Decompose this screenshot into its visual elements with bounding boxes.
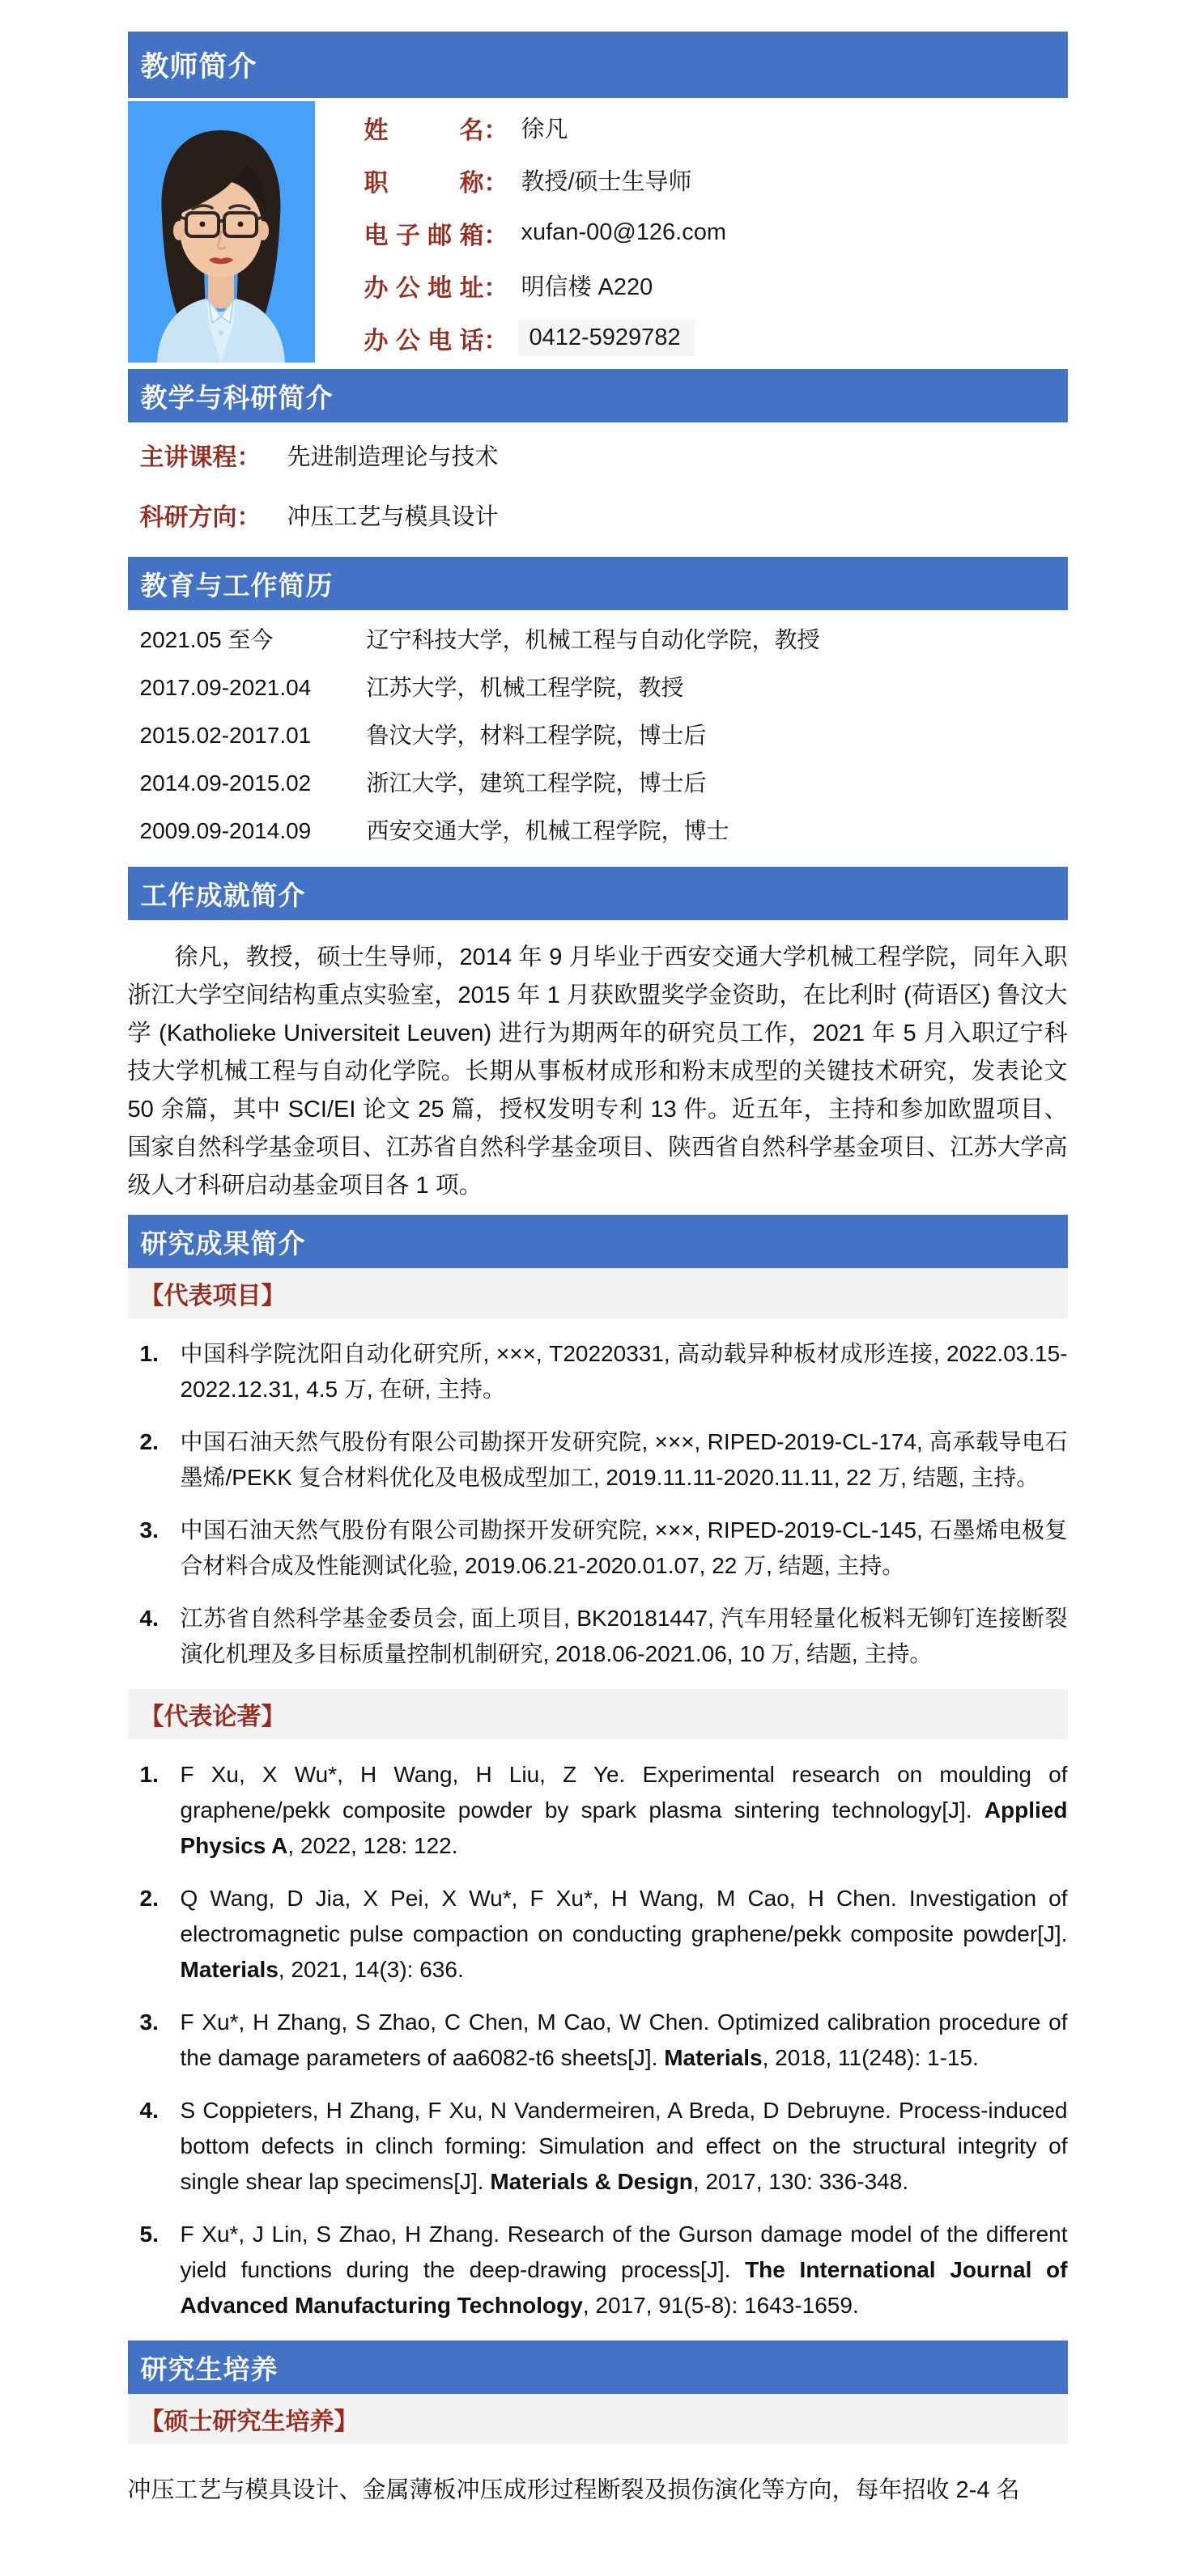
biography-paragraph: 徐凡，教授，硕士生导师，2014 年 9 月毕业于西安交通大学机械工程学院，同年入职浙江大学空间结构重点实验室，2015 年 1 月获欧盟奖学金资助，在比利时 (荷语区) 鲁汶大学 (Katholieke Universiteit Leuven) 进行为期两年的研究员工作，2021 年 5 月入职辽宁科技大学机械工程与自动化学院。长期从事板材成形和粉末成型的关键技术研究，发表论文 50 余篇，其中 SCI/EI 论文 25 篇，授权发明专利 13 件。近五年，主持和参加欧盟项目、国家自然科学基金项目、江苏省自然科学基金项目、陕西省自然科学基金项目、江苏大学高级人才科研启动基金项目各 1 项。 — [127, 944, 1068, 1199]
journal-name: Materials — [664, 2045, 763, 2070]
project-text: 中国石油天然气股份有限公司勘探开发研究院, ×××, RIPED-2019-CL-174, 高承载导电石墨烯/PEKK 复合材料优化及电极成型加工, 2019.11.11-2020.11.11, 22 万, 结题, 主持。 — [180, 1429, 1068, 1490]
subsection-title: 【硕士研究生培养】 — [139, 2408, 359, 2435]
courses-block — [140, 437, 1068, 533]
field-colon: ： — [483, 117, 508, 144]
course-colon: ： — [236, 504, 262, 531]
field-title — [364, 154, 1068, 206]
portrait-photo-illustration — [128, 101, 315, 363]
field-label: 办公地址 — [364, 274, 484, 302]
publication-issue: , 2018, 11(248): 1-15. — [762, 2045, 979, 2070]
publication-text — [181, 2005, 1068, 2076]
publications-list — [128, 1757, 1068, 2323]
section-header-teaching-research — [128, 369, 1068, 422]
field-colon: ： — [483, 169, 508, 197]
journal-name: The International Journal of Advanced Manufacturing Technology — [180, 2257, 1068, 2318]
subsection-title: 【代表论著】 — [139, 1704, 286, 1730]
course-value: 冲压工艺与模具设计 — [287, 503, 499, 530]
field-label: 电子邮箱 — [364, 222, 484, 249]
faculty-profile-page — [128, 0, 1068, 2576]
field-value: 教授/硕士生导师 — [521, 169, 692, 195]
item-number: 4. — [139, 1606, 159, 1631]
field-value: 0412-5929782 — [518, 320, 695, 356]
timeline-detail: 浙江大学，建筑工程学院，博士后 — [366, 770, 707, 796]
section-title: 教学与科研简介 — [140, 382, 334, 413]
field-office-address — [364, 259, 1068, 312]
field-value: xufan-00@126.com — [521, 219, 727, 245]
item-number: 4. — [139, 2098, 159, 2123]
item-number: 1. — [139, 1341, 159, 1366]
publication-authors-title: Q Wang, D Jia, X Pei, X Wu*, F Xu*, H Wang, M Cao, H Chen. Investigation of electromagnetic pulse compaction on conducting graphene/pekk composite powder[J]. — [180, 1886, 1068, 1946]
item-number: 2. — [139, 1886, 159, 1911]
project-item — [128, 1424, 1068, 1496]
timeline-period: 2021.05 至今 — [139, 627, 274, 652]
field-office-phone — [364, 312, 1068, 364]
section-title: 工作成就简介 — [140, 880, 306, 910]
course-row-research-direction — [140, 497, 1068, 533]
publication-item — [128, 2093, 1068, 2200]
timeline-period: 2009.09-2014.09 — [139, 818, 312, 843]
item-number: 3. — [139, 2009, 159, 2035]
subsection-header-masters-training — [128, 2394, 1068, 2444]
publication-item — [128, 2217, 1068, 2323]
publication-issue: , 2021, 14(3): 636. — [278, 1957, 464, 1982]
course-label: 科研方向 — [139, 504, 237, 531]
field-colon: ： — [483, 327, 508, 354]
publication-text — [181, 2093, 1068, 2200]
section-header-education-work — [128, 557, 1068, 610]
timeline-detail: 西安交通大学，机械工程学院，博士 — [366, 818, 729, 843]
project-item — [128, 1601, 1068, 1672]
field-email — [364, 206, 1068, 259]
project-item — [128, 1513, 1068, 1584]
field-value: 徐凡 — [521, 117, 568, 142]
project-text: 中国科学院沈阳自动化研究所, ×××, T20220331, 高动载异种板材成形连接, 2022.03.15-2022.12.31, 4.5 万, 在研, 主持。 — [180, 1341, 1068, 1402]
publication-item — [128, 2005, 1068, 2076]
timeline-detail: 辽宁科技大学，机械工程与自动化学院，教授 — [366, 627, 820, 652]
subsection-title: 【代表项目】 — [139, 1283, 286, 1309]
project-text: 江苏省自然科学基金委员会, 面上项目, BK20181447, 汽车用轻量化板料无铆钉连接断裂演化机理及多目标质量控制机制研究, 2018.06-2021.06, 10 万, 结题, 主持。 — [180, 1606, 1068, 1666]
publication-text — [181, 2217, 1068, 2323]
profile-fields — [364, 101, 1068, 364]
subsection-header-publications — [128, 1689, 1068, 1739]
publication-item — [128, 1881, 1068, 1988]
projects-list — [128, 1336, 1068, 1672]
field-name — [364, 101, 1068, 154]
item-number: 3. — [139, 1517, 159, 1543]
timeline-detail: 鲁汶大学，材料工程学院，博士后 — [366, 723, 707, 748]
section-title: 研究生培养 — [140, 2353, 279, 2384]
section-header-teacher-intro — [128, 32, 1068, 98]
field-label: 姓名 — [364, 117, 484, 144]
publication-issue: , 2017, 91(5-8): 1643-1659. — [582, 2293, 859, 2318]
profile-block — [128, 101, 1068, 364]
section-header-achievements — [128, 867, 1068, 920]
timeline-row — [140, 724, 1068, 748]
timeline-detail: 江苏大学，机械工程学院，教授 — [366, 675, 684, 700]
course-label: 主讲课程 — [139, 444, 237, 471]
timeline-period: 2014.09-2015.02 — [139, 770, 312, 796]
publication-text — [181, 1757, 1068, 1864]
field-colon: ： — [483, 222, 508, 249]
journal-name: Materials — [180, 1957, 279, 1982]
item-number: 1. — [139, 1762, 159, 1787]
publication-authors-title: F Xu*, H Zhang, S Zhao, C Chen, M Cao, W Chen. Optimized calibration procedure of the damage parameters of aa6082-t6 sheets[J]. — [180, 2009, 1068, 2070]
subsection-header-projects — [128, 1268, 1068, 1318]
section-header-research-results — [128, 1215, 1068, 1268]
journal-name: Applied Physics A — [180, 1797, 1068, 1858]
publication-authors-title: F Xu*, J Lin, S Zhao, H Zhang. Research of the Gurson damage model of the different yield functions during the deep-drawing process[J]. — [180, 2222, 1068, 2282]
timeline-period: 2017.09-2021.04 — [139, 675, 312, 700]
project-item — [128, 1336, 1068, 1407]
publication-issue: , 2017, 130: 336-348. — [692, 2169, 909, 2194]
timeline-block — [140, 628, 1068, 843]
field-label: 办公电话 — [364, 327, 484, 354]
timeline-row — [140, 819, 1068, 843]
section-title: 研究成果简介 — [140, 1228, 306, 1258]
teacher-photo — [128, 101, 315, 363]
course-value: 先进制造理论与技术 — [287, 443, 499, 470]
field-label: 职称 — [364, 169, 484, 197]
publication-issue: , 2022, 128: 122. — [287, 1833, 458, 1858]
timeline-period: 2015.02-2017.01 — [139, 723, 312, 748]
timeline-row — [140, 676, 1068, 700]
section-header-graduate-training — [128, 2340, 1068, 2394]
course-row-main-courses — [140, 437, 1068, 473]
publication-authors-title: S Coppieters, H Zhang, F Xu, N Vandermeiren, A Breda, D Debruyne. Process-induced bottom defects in clinch forming: Simulation and effect on the structural integrity of single shear lap specimens[J]. — [180, 2098, 1068, 2194]
item-number: 2. — [139, 1429, 159, 1454]
section-title: 教育与工作简历 — [140, 570, 334, 601]
journal-name: Materials & Design — [490, 2169, 693, 2194]
field-colon: ： — [483, 274, 508, 302]
publication-authors-title: F Xu, X Wu*, H Wang, H Liu, Z Ye. Experimental research on moulding of graphene/pekk composite powder by spark plasma sintering technology[J]. — [180, 1762, 1068, 1823]
project-text: 中国石油天然气股份有限公司勘探开发研究院, ×××, RIPED-2019-CL-145, 石墨烯电极复合材料合成及性能测试化验, 2019.06.21-2020.01.07, 22 万, 结题, 主持。 — [180, 1517, 1068, 1578]
masters-training-text: 冲压工艺与模具设计、金属薄板冲压成形过程断裂及损伤演化等方向，每年招收 2-4 名 — [127, 2477, 1020, 2503]
item-number: 5. — [139, 2222, 159, 2247]
publication-item — [128, 1757, 1068, 1864]
publication-text — [181, 1881, 1068, 1988]
course-colon: ： — [236, 444, 262, 471]
field-value: 明信楼 A220 — [521, 274, 653, 300]
timeline-row — [140, 771, 1068, 796]
section-title: 教师简介 — [140, 51, 257, 83]
timeline-row — [140, 628, 1068, 652]
